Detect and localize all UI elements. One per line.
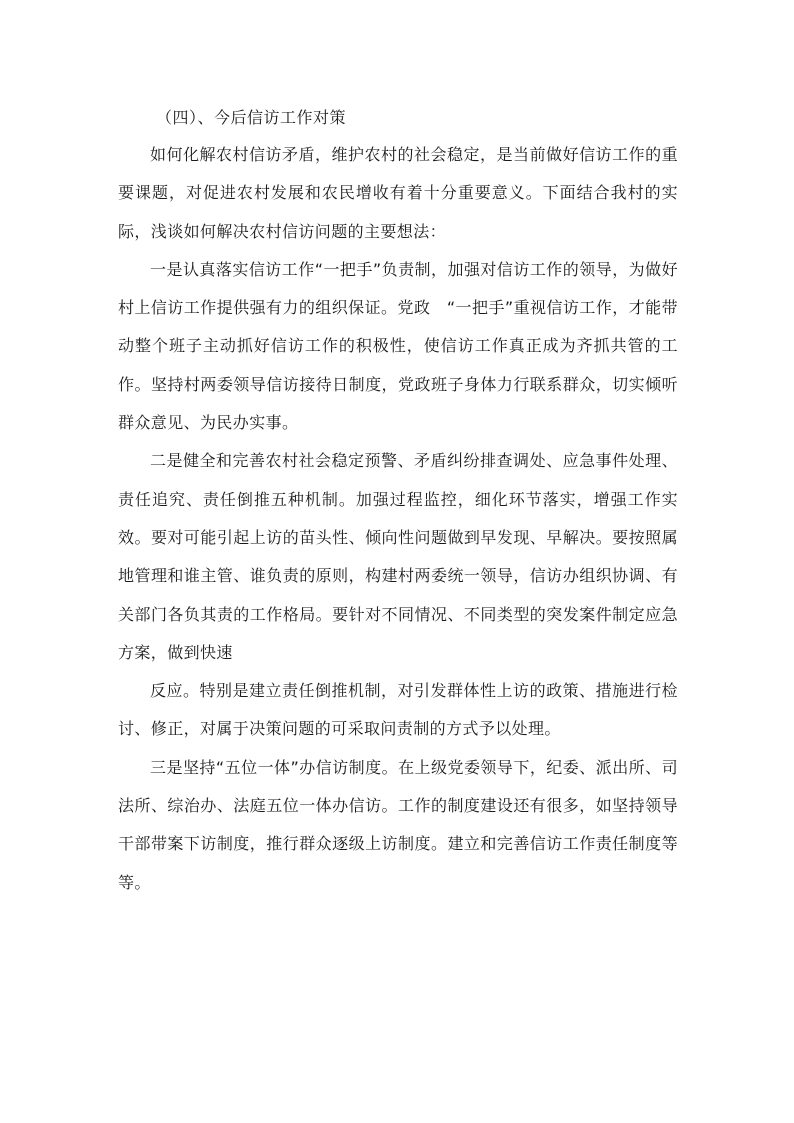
paragraph-point-three: 三是坚持“五位一体”办信访制度。在上级党委领导下，纪委、派出所、司法所、综治办、法庭五位一体办信访。工作的制度建设还有很多，如坚持领导干部带案下访制度，推行群众逐级上访制度。建立和完善信访工作责任制度等等。 [118,757,678,892]
paragraph-point-two: 二是健全和完善农村社会稳定预警、矛盾纠纷排查调处、应急事件处理、责任追究、责任倒推五种机制。加强过程监控，细化环节落实，增强工作实效。要对可能引起上访的苗头性、倾向性问题做到早发现、早解决。要按照属地管理和谁主管、谁负责的原则，构建村两委统一领导，信访办组织协调、有关部门各负其责的工作格局。要针对不同情况、不同类型的突发案件制定应急方案，做到快速 [118,451,678,662]
section-heading: （四）、今后信访工作对策 [156,108,347,127]
document-body [118,103,678,902]
paragraph-point-one: 一是认真落实信访工作“一把手”负责制，加强对信访工作的领导，为做好村上信访工作提供强有力的组织保证。党政 “一把手”重视信访工作，才能带动整个班子主动抓好信访工作的积极性，使信访工作真正成为齐抓共管的工作。坚持村两委领导信访接待日制度，党政班子身体力行联系群众，切实倾听群众意见、为民办实事。 [118,259,678,433]
paragraph-point-two-continued: 反应。特别是建立责任倒推机制，对引发群体性上访的政策、措施进行检讨、修正，对属于决策问题的可采取问责制的方式予以处理。 [118,681,678,739]
paragraph-intro: 如何化解农村信访矛盾，维护农村的社会稳定，是当前做好信访工作的重要课题，对促进农村发展和农民增收有着十分重要意义。下面结合我村的实际，浅谈如何解决农村信访问题的主要想法： [118,145,678,241]
